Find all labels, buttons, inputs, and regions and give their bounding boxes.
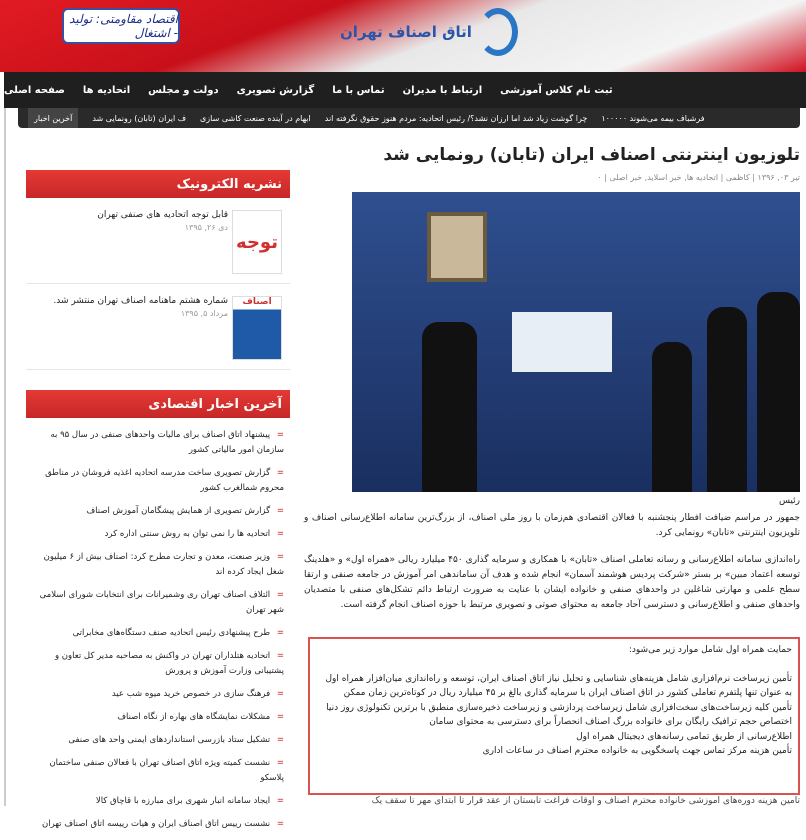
- nav-contact[interactable]: تماس با ما: [332, 84, 385, 96]
- newsletter-title[interactable]: شماره هشتم ماهنامه اصناف تهران منتشر شد.: [53, 296, 228, 306]
- logo-text: اتاق اصناف تهران: [340, 23, 472, 41]
- econ-news-item[interactable]: = تشکیل ستاد بازرسی استانداردهای ایمنی واحد های صنفی: [26, 733, 284, 748]
- slogan-banner: اقتصاد مقاومتی: تولید - اشتغال: [62, 8, 180, 44]
- econ-news-item[interactable]: = نشست رییس اتاق اصناف ایران و هیات رییسه اتاق اصناف تهران: [26, 817, 284, 832]
- photo-caption: رئیس: [778, 496, 800, 506]
- nav-unions[interactable]: اتحادیه ها: [82, 84, 131, 96]
- support-line: اختصاص حجم ترافیک رایگان برای خانواده بزرگ اصناف انحصاراً برای دسترسی به محتوای سامان: [429, 717, 792, 727]
- site-logo[interactable]: [340, 8, 518, 56]
- unveiling-board: [512, 312, 612, 372]
- econ-news-item[interactable]: = پیشنهاد اتاق اصناف برای مالیات واحدهای صنفی در سال ۹۵ به سازمان امور مالیاتی کشور: [26, 428, 284, 458]
- nav-class-signup[interactable]: ثبت نام کلاس آموزشی: [500, 84, 613, 96]
- gear-logo-icon: [478, 8, 518, 56]
- sponsor-support-box: [308, 637, 800, 795]
- article-paragraph: جمهور در مراسم ضیافت افطار پنجشنبه با فعالان اقتصادی هم‌زمان با روز ملی اصناف، از بزرگ‌ترین سامانه اطلاع‌رسانی اصناف و تلویزیون اینترنتی «تابان» رونمایی کرد.: [304, 513, 800, 538]
- article-meta: تیر ۰۳, ۱۳۹۶ | کاظمی | اتحادیه ها, خبر اسلاید, خبر اصلی | ۰: [597, 173, 800, 182]
- article-title: تلوزیون اینترنتی اصناف ایران (تابان) رونمایی شد: [383, 145, 800, 165]
- ticker-item[interactable]: فرشباف بیمه می‌شوند ۱۰۰۰۰۰: [601, 113, 705, 123]
- person-figure: [422, 322, 477, 492]
- sidebar: [26, 170, 290, 840]
- newsletter-thumbnail[interactable]: توجه: [232, 210, 282, 274]
- ticker-label: آخرین اخبار: [28, 108, 78, 128]
- support-line: حمایت همراه اول شامل موارد زیر می‌شود:: [628, 645, 792, 655]
- newsletter-item[interactable]: [26, 284, 290, 370]
- site-header: [0, 0, 806, 72]
- support-line: تأمین زیرساخت نرم‌افزاری شامل هزینه‌های شناسایی و تحلیل نیاز اتاق اصناف ایران، توسعه و راه‌اندازی میان‌افزار همراه اول به عنوان تنها پلتفرم تعاملی کشور در اتاق اصناف ایران با سرمایه گذاری بالغ بر ۴۵ میلیارد ریال در کوتاه‌ترین زمان ممکن: [325, 673, 792, 698]
- nav-government[interactable]: دولت و مجلس: [148, 84, 219, 96]
- news-ticker: [18, 108, 800, 128]
- main-nav: [4, 72, 806, 108]
- person-figure: [652, 342, 692, 492]
- econ-news-item[interactable]: = ائتلاف اصناف تهران ری وشمیرانات برای انتخابات شورای اسلامی شهر تهران: [26, 588, 284, 618]
- newsletter-item[interactable]: [26, 198, 290, 284]
- econ-news-item[interactable]: = وزیر صنعت، معدن و تجارت مطرح کرد: اصناف بیش از ۶ میلیون شغل ایجاد کرده اند: [26, 550, 284, 580]
- nav-photo-report[interactable]: گزارش تصویری: [236, 84, 315, 96]
- newsletter-title[interactable]: قابل توجه اتحادیه های صنفی تهران: [97, 210, 228, 220]
- econ-news-item[interactable]: = اتحادیه هتلداران تهران در واکنش به مصاحبه مدیر کل تعاون و پشتیبانی وزارت آموزش و پرورش: [26, 649, 284, 679]
- newsletter-date: مرداد ۵, ۱۳۹۵: [180, 309, 228, 318]
- econ-news-item[interactable]: = نشست کمیته ویژه اتاق اصناف تهران با فعالان صنفی ساختمان پلاسکو: [26, 756, 284, 786]
- article-paragraph: تأمین هزینه دوره‌های آموزشی خانواده محترم اصناف و اوقات فراغت تابستان از عقد قرار تا ابتدای مهر تا سقف یک: [371, 796, 800, 806]
- article: [304, 145, 800, 613]
- econ-news-list: [26, 418, 290, 832]
- article-photo: [352, 192, 800, 492]
- econ-news-item[interactable]: = طرح پیشنهادی رئیس اتحادیه صنف دستگاه‌های مخابراتی: [26, 626, 284, 641]
- econ-news-item[interactable]: = گزارش تصویری از همایش پیشگامان آموزش اصناف: [26, 504, 284, 519]
- ticker-item[interactable]: ابهام در آینده صنعت کاشی سازی: [200, 113, 311, 123]
- econ-news-item[interactable]: = فرهنگ سازی در خصوص خرید میوه شب عید: [26, 687, 284, 702]
- support-line: اطلاع‌رسانی از طریق تمامی رسانه‌های دیجیتال همراه اول: [576, 731, 792, 742]
- portrait-image: [427, 212, 487, 282]
- support-line: تأمین هزینه مرکز تماس جهت پاسخگویی به خانواده محترم اصناف در ساعات اداری: [482, 746, 792, 756]
- ticker-item[interactable]: ف ایران (تابان) رونمایی شد: [92, 113, 187, 123]
- person-figure: [707, 307, 747, 492]
- newsletter-date: دی ۲۶, ۱۳۹۵: [184, 223, 228, 232]
- newsletter-thumbnail[interactable]: اصناف: [232, 296, 282, 360]
- econ-news-heading: آخرین اخبار اقتصادی: [26, 390, 290, 418]
- person-figure: [757, 292, 800, 492]
- nav-home[interactable]: صفحه اصلی: [4, 84, 65, 96]
- ticker-item[interactable]: چرا گوشت زیاد شد اما ارزان نشد؟/ رئیس اتحادیه: مردم هنوز حقوق نگرفته اند: [324, 113, 588, 123]
- nav-managers[interactable]: ارتباط با مدیران: [402, 84, 483, 96]
- econ-news-item[interactable]: = ایجاد سامانه انبار شهری برای مبارزه با قاچاق کالا: [26, 794, 284, 809]
- econ-news-item[interactable]: = مشکلات نمایشگاه های بهاره از نگاه اصناف: [26, 710, 284, 725]
- econ-news-item[interactable]: = اتحادیه ها را نمی توان به روش سنتی اداره کرد: [26, 527, 284, 542]
- article-paragraph: راه‌اندازی سامانه اطلاع‌رسانی و رسانه تعاملی اصناف «تابان» با همکاری و سرمایه گذاری ۴۵۰ میلیارد ریالی «همراه اول» و «هلدینگ توسعه اعتماد مبین» بر بستر «شرکت پردیس هوشمند آسمان» انجام شده و هدف آن ساماندهی امر آموزش در جامعه صنفی و ارتقا سطح علمی و مهارتی شاغلین در واحدهای صنفی و خانواده ایشان با عنایت به ضرورت ارتباط دائم تشکل‌های صنفی با متصدیان واحدهای صنفی و اطلاع‌رسانی و دسترسی آحاد جامعه به محتوای صوتی و تصویری مرتبط با حوزه اصناف انجام گرفته است.: [304, 555, 800, 610]
- newsletter-heading: نشریه الکترونیک: [26, 170, 290, 198]
- support-line: تأمین کلیه زیرساخت‌های سخت‌افزاری شامل زیرساخت پردازشی و زیرساخت ذخیره‌سازی منطبق با برترین تکنولوژی روز دنیا: [326, 702, 792, 713]
- support-line: [316, 658, 792, 672]
- econ-news-item[interactable]: = گزارش تصویری ساخت مدرسه اتحادیه اغذیه فروشان در مناطق محروم شمالغرب کشور: [26, 466, 284, 496]
